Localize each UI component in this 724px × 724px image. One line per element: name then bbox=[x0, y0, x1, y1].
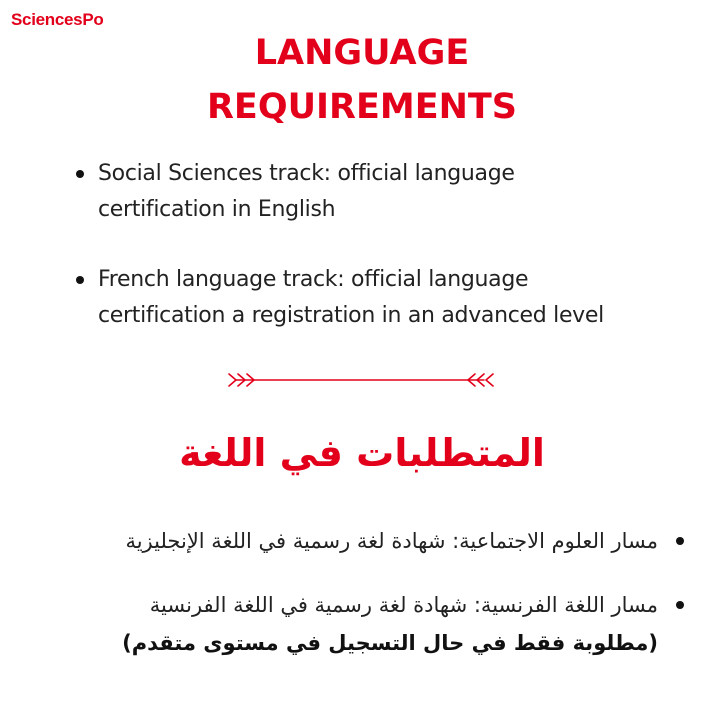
sciencespo-logo: SciencesPo bbox=[11, 10, 104, 29]
requirement-en-2-line2: certification a registration in an advanced level bbox=[98, 303, 604, 328]
requirements-list-en bbox=[76, 156, 696, 334]
bullet-icon bbox=[76, 170, 84, 178]
bullet-icon bbox=[676, 601, 684, 609]
requirement-en-2-line1: French language track: official language bbox=[98, 267, 529, 292]
list-item bbox=[76, 262, 696, 334]
requirement-ar-2-line1: مسار اللغة الفرنسية: شهادة لغة رسمية في اللغة الفرنسية bbox=[149, 593, 658, 617]
title-en-line2: REQUIREMENTS bbox=[206, 87, 518, 127]
list-item bbox=[24, 586, 684, 662]
bullet-icon bbox=[76, 276, 84, 284]
requirement-ar-2-line2: (مطلوبة فقط في حال التسجيل في مستوى متقدم) bbox=[122, 631, 658, 655]
list-item bbox=[24, 522, 684, 560]
requirement-en-1-line2: certification in English bbox=[98, 197, 336, 222]
requirements-list-ar bbox=[24, 522, 684, 662]
page-title-en bbox=[0, 26, 724, 134]
requirement-en-1-line1: Social Sciences track: official language bbox=[98, 161, 515, 186]
bullet-icon bbox=[676, 537, 684, 545]
title-en-line1: LANGUAGE bbox=[254, 33, 470, 73]
page-title-ar: المتطلبات في اللغة bbox=[179, 431, 545, 475]
requirement-ar-1-line1: مسار العلوم الاجتماعية: شهادة لغة رسمية في اللغة الإنجليزية bbox=[125, 529, 658, 553]
arrow-divider-icon bbox=[226, 371, 496, 389]
list-item bbox=[76, 156, 696, 228]
